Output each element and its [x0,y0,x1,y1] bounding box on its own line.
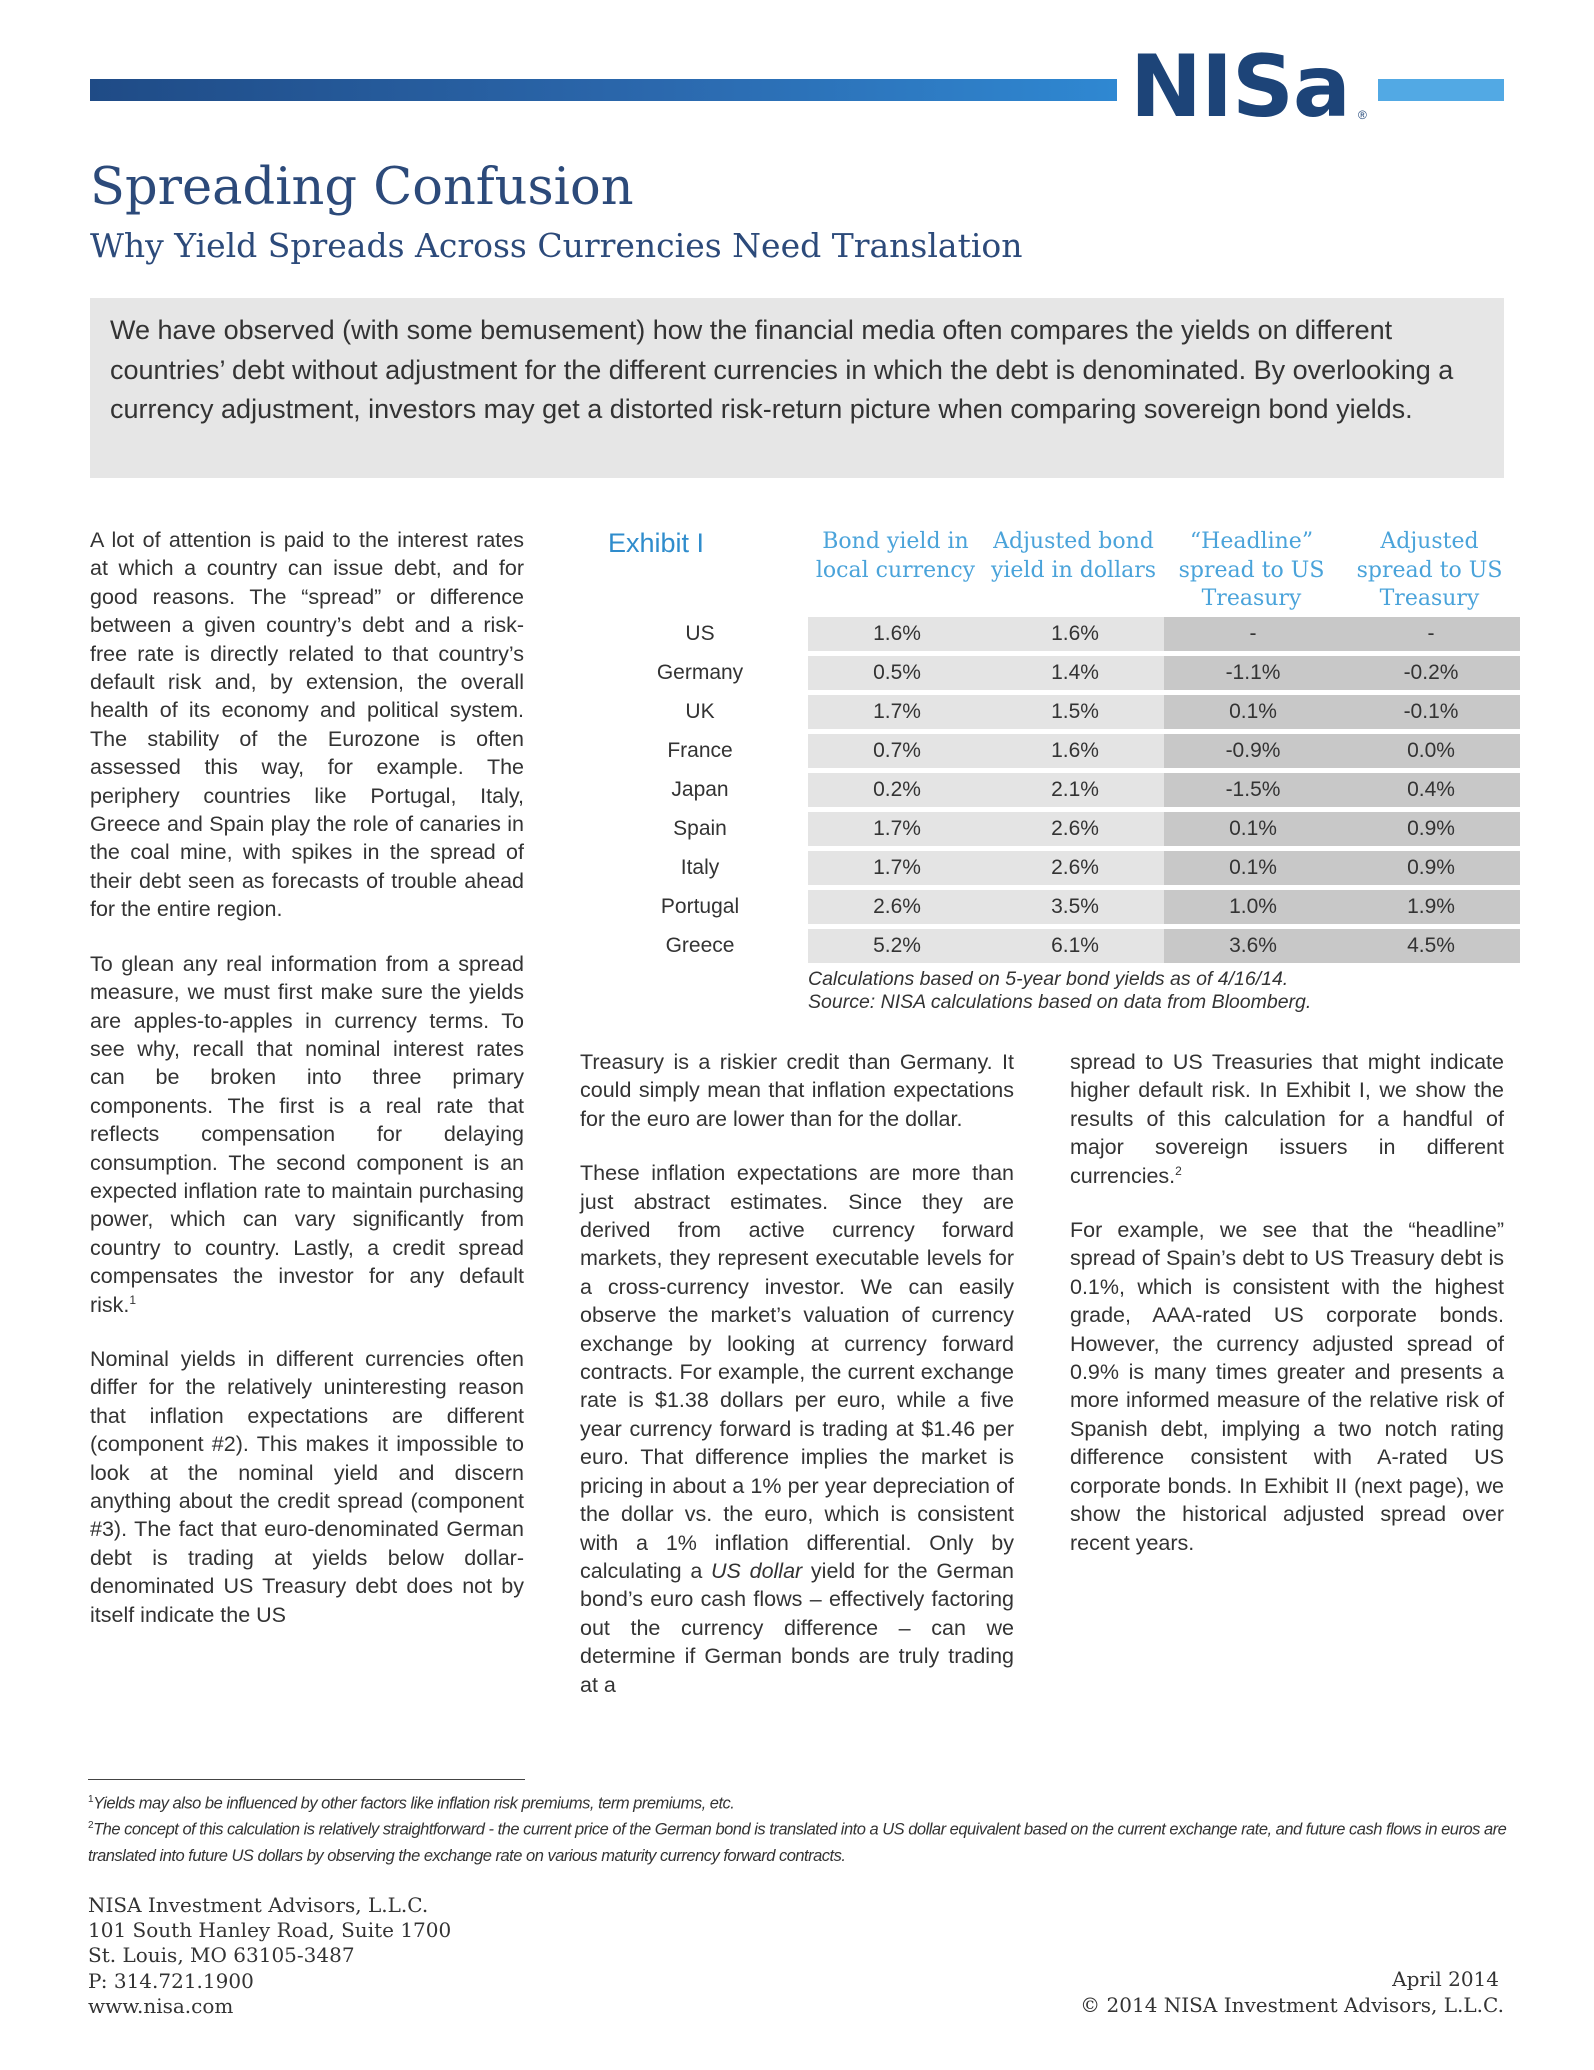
exhibit-title: Exhibit I [608,528,705,558]
local-yield-cell: 1.7% [808,695,986,729]
headline-spread-cell: 0.1% [1164,851,1342,885]
headline-spread-cell: 0.1% [1164,695,1342,729]
adjusted-spread-cell: 0.4% [1342,773,1520,807]
header-gradient-bar [90,79,1117,101]
paragraph-text: To glean any real information from a spread measure, we must first make sure the yields are apples-to-apples in currency terms. To see why, recall that nominal interest rates can be broken into three primary components. The first is a real rate that reflects compensation for delaying consumption. The second component is an expected inflation rate to maintain purchasing power, which can vary significantly from country to country. Lastly, a credit spread compensates the investor for any default risk. [90,951,524,1317]
adjusted-spread-cell: 0.0% [1342,734,1520,768]
paragraph: Nominal yields in different currencies often differ for the relatively uninteresting reason that inflation expectations are different (component #2). This makes it impossible to look at the nominal yield and discern anything about the credit spread (component #3). The fact that euro-denominated German debt is trading at yields below dollar-denominated US Treasury debt does not by itself indicate the US [90,1346,524,1627]
publication-date: April 2014 [1392,1967,1499,1991]
paragraph-text: spread to US Treasuries that might indicate higher default risk. In Exhibit I, we show the results of this calculation for a handful of major sovereign issuers in different currencies. [1070,1050,1504,1188]
footnote-ref[interactable]: 2 [1175,1163,1182,1178]
table-row [605,656,1520,690]
adjusted-yield-cell: 2.6% [986,851,1164,885]
local-yield-cell: 0.2% [808,773,986,807]
col-header-headline-spread: “Headline” spread to US Treasury [1178,529,1325,611]
phone-number: P: 314.721.1900 [88,1969,254,1993]
nisa-logo: NISa [1130,37,1350,137]
paragraph [1070,1048,1504,1190]
adjusted-spread-cell: 0.9% [1342,851,1520,885]
headline-spread-cell: 0.1% [1164,812,1342,846]
body-column-1 [90,526,524,1655]
page-title: Spreading Confusion [90,158,634,217]
footnote-text: Yields may also be influenced by other factors like inflation risk premiums, term premiums, etc. [93,1794,735,1813]
adjusted-yield-cell: 6.1% [986,929,1164,963]
adjusted-yield-cell: 3.5% [986,890,1164,924]
country-cell: Italy [680,856,720,879]
country-cell: France [667,739,733,762]
adjusted-spread-cell: - [1342,617,1520,651]
table-row [605,812,1520,846]
col-header-adjusted-spread: Adjusted spread to US Treasury [1356,529,1503,611]
table-row [605,773,1520,807]
page-subtitle: Why Yield Spreads Across Currencies Need Translation [90,226,1023,265]
street-address: 101 South Hanley Road, Suite 1700 [88,1918,452,1942]
website-link[interactable]: www.nisa.com [88,1994,234,2018]
exhibit-note: Calculations based on 5-year bond yields as of 4/16/14. [808,968,1289,990]
emphasis-text: US dollar [711,1558,803,1583]
adjusted-yield-cell: 1.6% [986,734,1164,768]
table-row [605,890,1520,924]
paragraph-text: These inflation expectations are more than just abstract estimates. Since they are derived from active currency forward markets, they represent executable levels for a cross-currency investor. We can easily observe the market’s valuation of currency exchange by looking at currency forward contracts. For example, the current exchange rate is $1.38 dollars per euro, while a five year currency forward is trading at $1.46 per euro. That difference implies the market is pricing in about a 1% per year depreciation of the dollar vs. the euro, which is consistent with a 1% inflation differential. Only by calculating a [580,1161,1014,1583]
adjusted-spread-cell: -0.1% [1342,695,1520,729]
paragraph [90,950,524,1319]
footnote-ref[interactable]: 1 [129,1292,137,1307]
footnote-divider [88,1779,525,1780]
country-cell: Greece [665,934,735,957]
table-row [605,734,1520,768]
country-cell: UK [685,700,715,723]
local-yield-cell: 2.6% [808,890,986,924]
adjusted-yield-cell: 1.4% [986,656,1164,690]
country-cell: Spain [673,817,727,840]
table-row [605,929,1520,963]
intro-summary-box: We have observed (with some bemusement) how the financial media often compares the yields on different countries’ debt without adjustment for the different currencies in which the debt is denominated. By overlooking a currency adjustment, investors may get a distorted risk-return picture when comparing sovereign bond yields. [90,298,1504,478]
exhibit-source: Source: NISA calculations based on data from Bloomberg. [808,991,1312,1013]
country-cell: Portugal [660,895,740,918]
local-yield-cell: 0.5% [808,656,986,690]
footnote-text: The concept of this calculation is relatively straightforward - the current price of the German bond is translated into a US dollar equivalent based on the current exchange rate, and future cash flows in euros are translated into future US dollars by observing the exchange rate on various maturity currency forward contracts. [88,1820,1507,1865]
headline-spread-cell: 1.0% [1164,890,1342,924]
paragraph: Treasury is a riskier credit than Germany. It could simply mean that inflation expectations for the euro are lower than for the dollar. [580,1050,1014,1131]
country-cell: Japan [671,778,729,801]
paragraph: A lot of attention is paid to the interest rates at which a country can issue debt, and for good reasons. The “spread” or difference between a given country’s debt and a risk-free rate is directly related to that country’s default risk and, by extension, the overall health of its economy and political system. The stability of the Eurozone is often assessed this way, for example. The periphery countries like Portugal, Italy, Greece and Spain play the role of canaries in the coal mine, with spikes in the spread of their debt seen as forecasts of trouble ahead for the entire region. [90,528,524,922]
adjusted-spread-cell: 0.9% [1342,812,1520,846]
local-yield-cell: 0.7% [808,734,986,768]
headline-spread-cell: -1.5% [1164,773,1342,807]
adjusted-yield-cell: 1.5% [986,695,1164,729]
table-row [605,617,1520,651]
company-name: NISA Investment Advisors, L.L.C. [88,1893,429,1917]
footnote-number: 1 [88,1794,94,1805]
headline-spread-cell: -0.9% [1164,734,1342,768]
col-header-adjusted-yield: Adjusted bond yield in dollars [990,529,1157,583]
footnote-2 [88,1813,1508,1869]
paragraph: For example, we see that the “headline” spread of Spain’s debt to US Treasury debt is 0.1%, which is consistent with the highest grade, AAA-rated US corporate bonds. However, the currency adjusted spread of 0.9% is many times greater and presents a more informed measure of the relative risk of Spanish debt, implying a two notch rating difference consistent with A-rated US corporate bonds. In Exhibit II (next page), we show the historical adjusted spread over recent years. [1070,1218,1504,1555]
body-column-2 [580,1048,1014,1725]
local-yield-cell: 1.7% [808,812,986,846]
country-cell: Germany [656,661,744,684]
table-row [605,695,1520,729]
col-header-local-yield: Bond yield in local currency [815,529,976,583]
paragraph [580,1159,1014,1699]
table-row [605,851,1520,885]
copyright-notice: © 2014 NISA Investment Advisors, L.L.C. [1080,1993,1504,2017]
header-accent-bar [1378,79,1504,101]
adjusted-spread-cell: 1.9% [1342,890,1520,924]
registered-mark: ® [1358,108,1367,122]
country-cell: US [685,622,715,645]
adjusted-yield-cell: 1.6% [986,617,1164,651]
local-yield-cell: 5.2% [808,929,986,963]
headline-spread-cell: 3.6% [1164,929,1342,963]
headline-spread-cell: -1.1% [1164,656,1342,690]
body-column-3 [1070,1048,1504,1583]
local-yield-cell: 1.7% [808,851,986,885]
local-yield-cell: 1.6% [808,617,986,651]
adjusted-yield-cell: 2.6% [986,812,1164,846]
city-address: St. Louis, MO 63105-3487 [88,1943,355,1967]
headline-spread-cell: - [1164,617,1342,651]
footnote-number: 2 [88,1820,94,1831]
adjusted-yield-cell: 2.1% [986,773,1164,807]
adjusted-spread-cell: 4.5% [1342,929,1520,963]
adjusted-spread-cell: -0.2% [1342,656,1520,690]
paragraph-text: yield for the German bond’s euro cash flows – effectively factoring out the currency difference – can we determine if German bonds are truly trading at a [580,1558,1014,1697]
